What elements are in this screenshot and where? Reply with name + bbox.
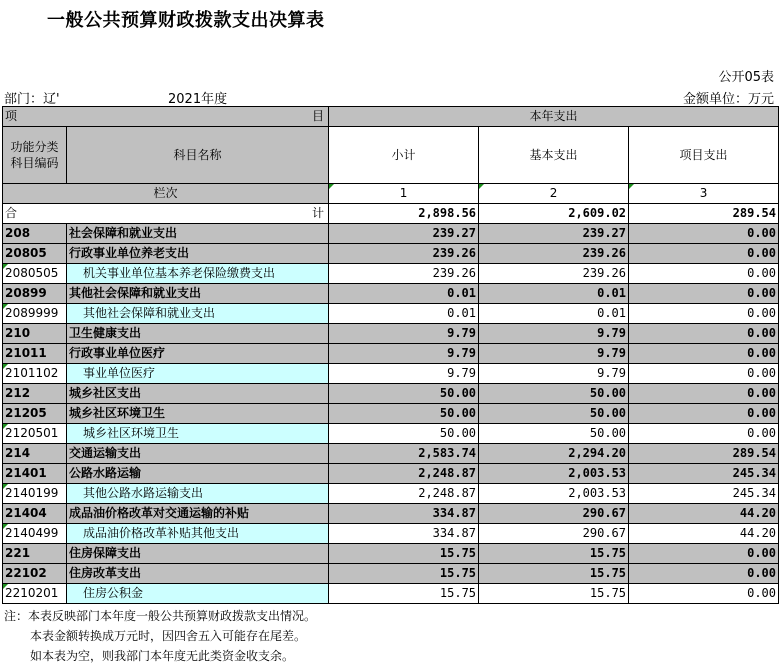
row-subject-name: 住房保障支出	[67, 544, 329, 564]
item-header	[3, 107, 329, 127]
note-line-2: 本表金额转换成万元时，因四舍五入可能存在尾差。	[30, 629, 307, 643]
row-basic: 239.26	[479, 244, 629, 264]
row-subject-name: 行政事业单位养老支出	[67, 244, 329, 264]
row-subtotal: 2,583.74	[329, 444, 479, 464]
row-subject-name: 行政事业单位医疗	[67, 344, 329, 364]
table-row	[3, 384, 779, 404]
row-code: 2120501	[3, 424, 67, 444]
row-project: 0.00	[629, 244, 779, 264]
row-project: 0.00	[629, 564, 779, 584]
row-basic: 290.67	[479, 504, 629, 524]
row-basic: 2,294.20	[479, 444, 629, 464]
row-code: 2101102	[3, 364, 67, 384]
row-basic: 2,003.53	[479, 484, 629, 504]
col-number-3: 3	[629, 184, 779, 204]
row-subject-name: 公路水路运输	[67, 464, 329, 484]
subtotal-header: 小计	[329, 127, 479, 184]
row-project: 0.00	[629, 344, 779, 364]
current-year-header: 本年支出	[329, 107, 779, 127]
column-order-label: 栏次	[3, 184, 329, 204]
row-basic: 290.67	[479, 524, 629, 544]
table-row	[3, 224, 779, 244]
row-project: 0.00	[629, 584, 779, 604]
amount-unit: 金额单位：万元	[682, 92, 774, 107]
row-subject-name: 住房改革支出	[67, 564, 329, 584]
total-subtotal: 2,898.56	[329, 204, 479, 224]
table-row	[3, 544, 779, 564]
row-basic: 15.75	[479, 544, 629, 564]
row-subtotal: 15.75	[329, 584, 479, 604]
row-subtotal: 9.79	[329, 344, 479, 364]
row-basic: 9.79	[479, 364, 629, 384]
row-subtotal: 0.01	[329, 284, 479, 304]
table-row	[3, 424, 779, 444]
row-subject-name: 城乡社区支出	[67, 384, 329, 404]
row-code: 2210201	[3, 584, 67, 604]
row-basic: 9.79	[479, 324, 629, 344]
row-code: 20805	[3, 244, 67, 264]
table-row	[3, 324, 779, 344]
row-subtotal: 239.26	[329, 244, 479, 264]
row-basic: 0.01	[479, 304, 629, 324]
subject-name-header: 科目名称	[67, 127, 329, 184]
row-code: 212	[3, 384, 67, 404]
row-basic: 239.26	[479, 264, 629, 284]
table-row	[3, 444, 779, 464]
row-project: 44.20	[629, 504, 779, 524]
table-row	[3, 364, 779, 384]
row-subtotal: 2,248.87	[329, 484, 479, 504]
table-row	[3, 404, 779, 424]
row-code: 21401	[3, 464, 67, 484]
row-subtotal: 239.26	[329, 264, 479, 284]
table-row	[3, 584, 779, 604]
row-subject-name: 城乡社区环境卫生	[67, 404, 329, 424]
row-code: 21205	[3, 404, 67, 424]
row-project: 44.20	[629, 524, 779, 544]
row-basic: 50.00	[479, 424, 629, 444]
table-row	[3, 484, 779, 504]
page-title: 一般公共预算财政拨款支出决算表	[47, 10, 325, 31]
row-subject-name: 其他公路水路运输支出	[67, 484, 329, 504]
row-basic: 2,003.53	[479, 464, 629, 484]
table-row	[3, 464, 779, 484]
row-project: 0.00	[629, 424, 779, 444]
row-subject-name: 卫生健康支出	[67, 324, 329, 344]
basic-header: 基本支出	[479, 127, 629, 184]
fiscal-year: 2021年度	[168, 92, 228, 107]
row-subtotal: 334.87	[329, 504, 479, 524]
row-project: 0.00	[629, 404, 779, 424]
row-subtotal: 2,248.87	[329, 464, 479, 484]
total-basic: 2,609.02	[479, 204, 629, 224]
row-code: 208	[3, 224, 67, 244]
row-subject-name: 交通运输支出	[67, 444, 329, 464]
row-subtotal: 0.01	[329, 304, 479, 324]
row-project: 0.00	[629, 264, 779, 284]
table-row	[3, 284, 779, 304]
row-subtotal: 50.00	[329, 404, 479, 424]
total-row	[3, 204, 779, 224]
total-label	[3, 204, 329, 224]
row-subtotal: 15.75	[329, 544, 479, 564]
header-row-2	[3, 127, 779, 184]
expenditure-table	[2, 106, 779, 604]
note-line-1: 注：本表反映部门本年度一般公共预算财政拨款支出情况。	[4, 609, 317, 623]
row-code: 2080505	[3, 264, 67, 284]
row-project: 0.00	[629, 364, 779, 384]
col-number-1: 1	[329, 184, 479, 204]
row-subtotal: 9.79	[329, 324, 479, 344]
row-basic: 239.27	[479, 224, 629, 244]
table-row	[3, 244, 779, 264]
row-code: 214	[3, 444, 67, 464]
row-project: 0.00	[629, 384, 779, 404]
row-subtotal: 15.75	[329, 564, 479, 584]
row-basic: 50.00	[479, 404, 629, 424]
row-basic: 15.75	[479, 564, 629, 584]
row-subject-name: 成品油价格改革对交通运输的补贴	[67, 504, 329, 524]
func-code-line1: 功能分类	[10, 140, 59, 154]
row-project: 0.00	[629, 324, 779, 344]
col-number-2: 2	[479, 184, 629, 204]
row-subtotal: 334.87	[329, 524, 479, 544]
row-project: 245.34	[629, 464, 779, 484]
row-subtotal: 50.00	[329, 384, 479, 404]
mu-label: 目	[312, 109, 325, 123]
row-code: 2089999	[3, 304, 67, 324]
item-label: 项	[5, 109, 18, 123]
row-basic: 0.01	[479, 284, 629, 304]
project-header: 项目支出	[629, 127, 779, 184]
total-project: 289.54	[629, 204, 779, 224]
row-code: 221	[3, 544, 67, 564]
row-project: 245.34	[629, 484, 779, 504]
row-code: 2140199	[3, 484, 67, 504]
row-project: 0.00	[629, 224, 779, 244]
table-row	[3, 304, 779, 324]
footnotes	[4, 606, 316, 666]
row-code: 20899	[3, 284, 67, 304]
total-label-left: 合	[5, 206, 18, 220]
table-row	[3, 344, 779, 364]
row-subject-name: 机关事业单位基本养老保险缴费支出	[67, 264, 329, 284]
row-project: 0.00	[629, 544, 779, 564]
note-line-3: 如本表为空，则我部门本年度无此类资金收支余。	[30, 649, 295, 663]
row-project: 0.00	[629, 284, 779, 304]
total-label-right: 计	[312, 206, 325, 220]
table-row	[3, 504, 779, 524]
table-row	[3, 524, 779, 544]
column-order-row	[3, 184, 779, 204]
row-subject-name: 住房公积金	[67, 584, 329, 604]
row-subject-name: 城乡社区环境卫生	[67, 424, 329, 444]
func-code-line2: 科目编码	[10, 156, 59, 170]
row-subject-name: 其他社会保障和就业支出	[67, 284, 329, 304]
row-code: 210	[3, 324, 67, 344]
row-subject-name: 成品油价格改革补贴其他支出	[67, 524, 329, 544]
department-label: 部门：辽'	[4, 92, 60, 107]
row-code: 21404	[3, 504, 67, 524]
row-subtotal: 239.27	[329, 224, 479, 244]
row-subject-name: 事业单位医疗	[67, 364, 329, 384]
row-project: 0.00	[629, 304, 779, 324]
row-basic: 50.00	[479, 384, 629, 404]
row-subtotal: 9.79	[329, 364, 479, 384]
form-number: 公开05表	[718, 70, 774, 85]
row-subtotal: 50.00	[329, 424, 479, 444]
row-basic: 15.75	[479, 584, 629, 604]
row-code: 21011	[3, 344, 67, 364]
func-code-header	[3, 127, 67, 184]
row-code: 2140499	[3, 524, 67, 544]
row-subject-name: 社会保障和就业支出	[67, 224, 329, 244]
row-project: 289.54	[629, 444, 779, 464]
table-row	[3, 564, 779, 584]
row-subject-name: 其他社会保障和就业支出	[67, 304, 329, 324]
header-row-1	[3, 107, 779, 127]
row-code: 22102	[3, 564, 67, 584]
row-basic: 9.79	[479, 344, 629, 364]
table-row	[3, 264, 779, 284]
